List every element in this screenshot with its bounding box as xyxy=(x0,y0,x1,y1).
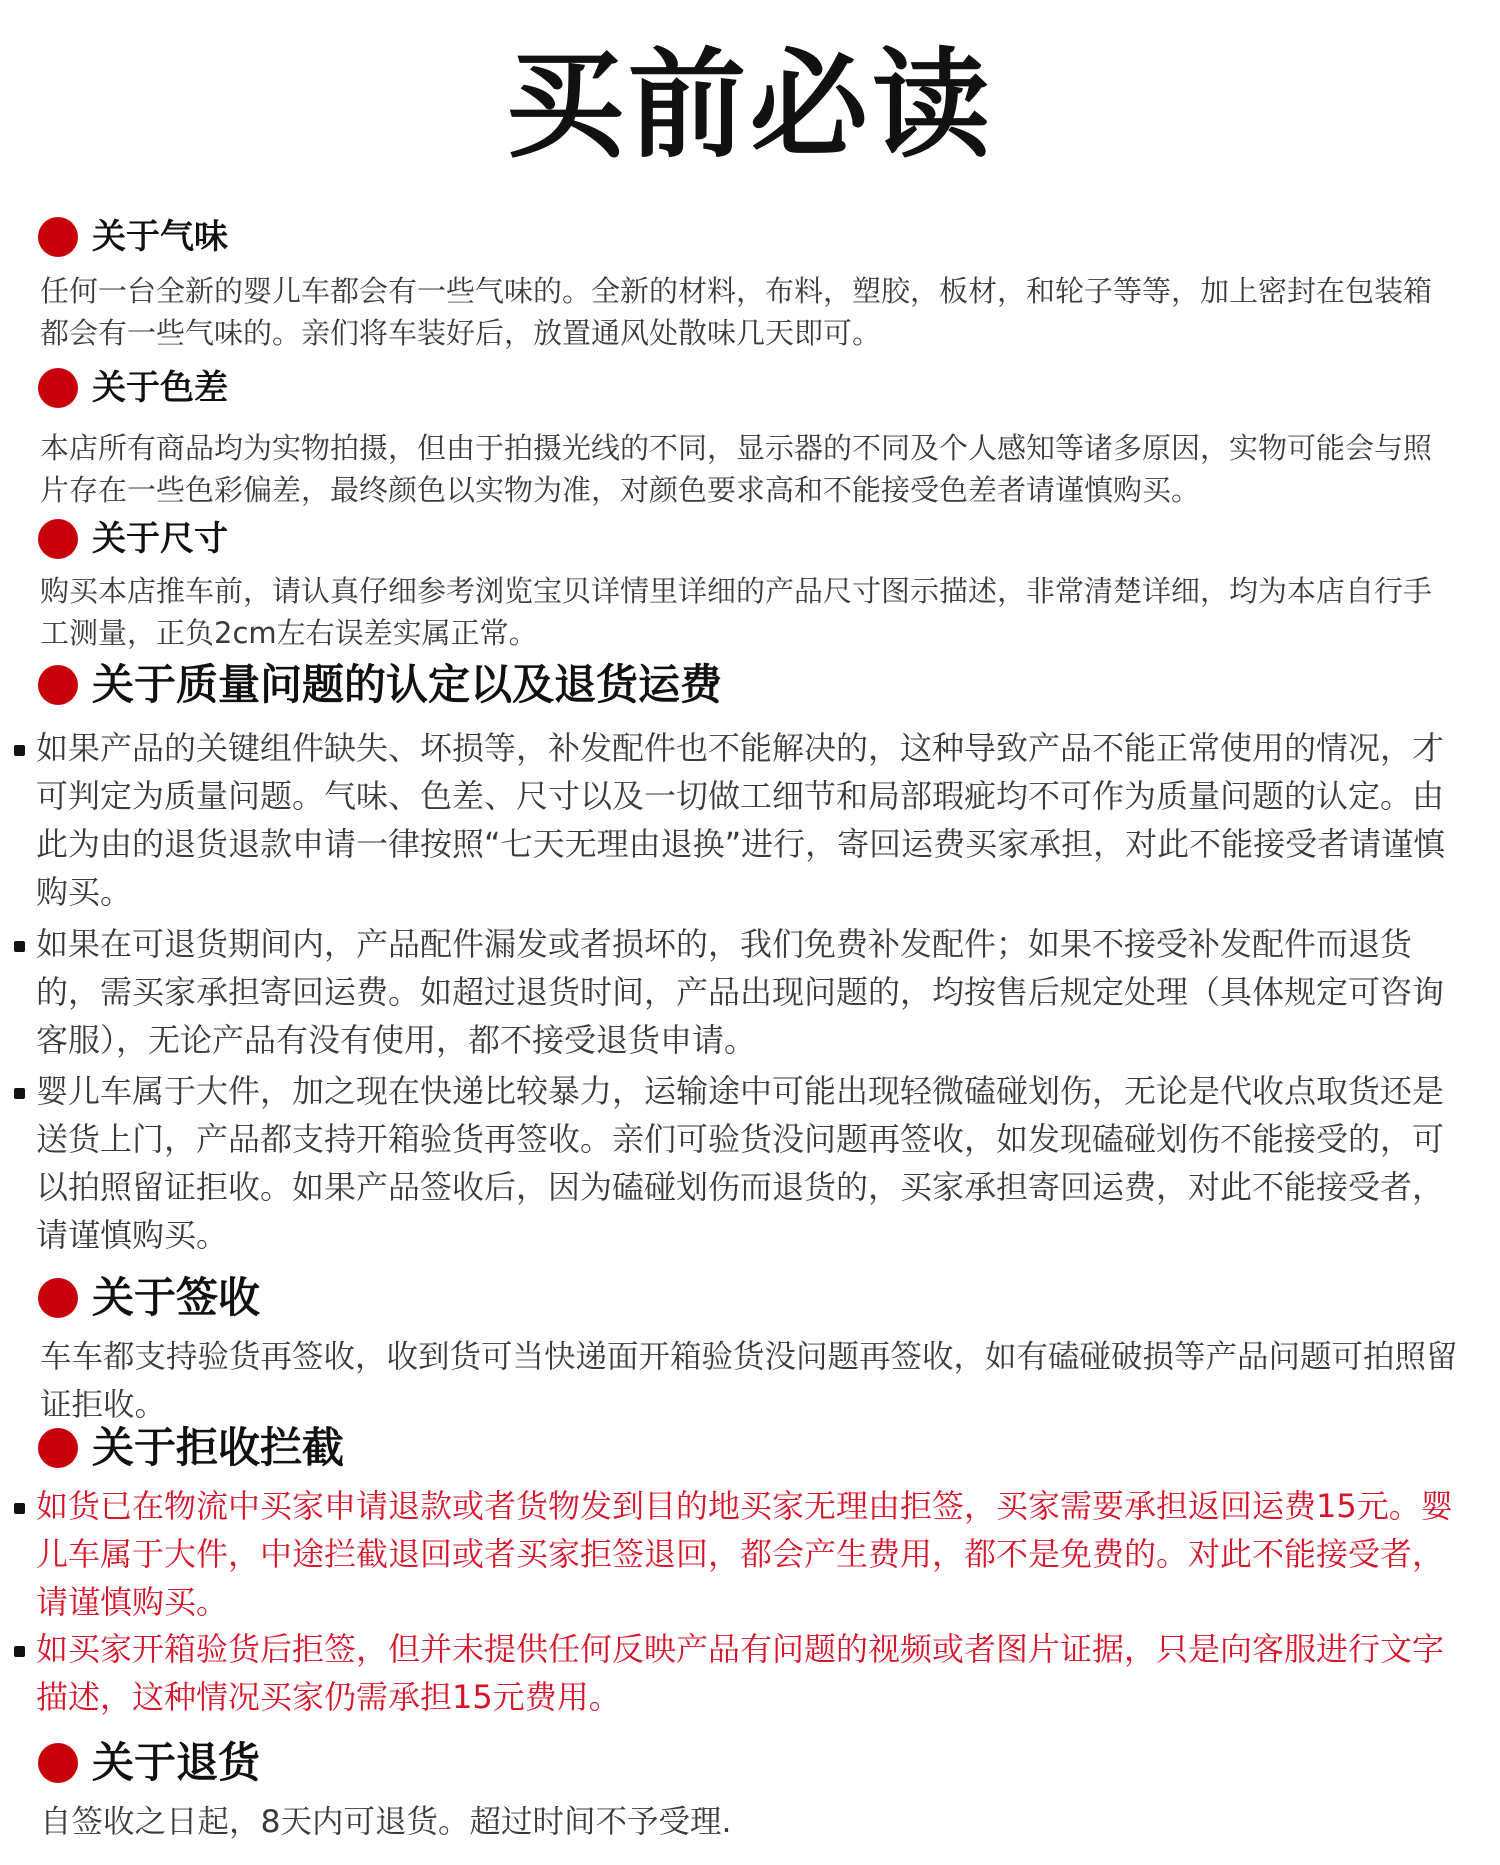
square-bullet-icon xyxy=(14,1646,25,1657)
red-dot-icon xyxy=(38,368,78,408)
section-header-quality xyxy=(38,662,722,708)
red-dot-icon xyxy=(38,519,78,559)
section-header-size xyxy=(38,516,228,562)
quality-item-text: 如果产品的关键组件缺失、坏损等，补发配件也不能解决的，这种导致产品不能正常使用的情况，才可判定为质量问题。气味、色差、尺寸以及一切做工细节和局部瑕疵均不可作为质量问题的认定。由此为由的退货退款申请一律按照“七天无理由退换”进行，寄回运费买家承担，对此不能接受者请谨慎购买。 xyxy=(36,729,1446,911)
reject-item-text: 如买家开箱验货后拒签，但并未提供任何反映产品有问题的视频或者图片证据，只是向客服进行文字描述，这种情况买家仍需承担15元费用。 xyxy=(36,1630,1445,1716)
list-item xyxy=(14,920,1474,1064)
red-dot-icon xyxy=(38,1428,78,1468)
section-body-smell: 任何一台全新的婴儿车都会有一些气味的。全新的材料，布料，塑胶，板材，和轮子等等，加上密封在包装箱都会有一些气味的。亲们将车装好后，放置通风处散味几天即可。 xyxy=(40,274,1433,350)
section-title-returns: 关于退货 xyxy=(92,1738,261,1787)
red-dot-icon xyxy=(38,665,78,705)
list-item xyxy=(14,724,1474,916)
section-header-color xyxy=(38,365,228,411)
section-title-quality: 关于质量问题的认定以及退货运费 xyxy=(92,660,723,709)
section-body-color: 本店所有商品均为实物拍摄，但由于拍摄光线的不同，显示器的不同及个人感知等诸多原因，实物可能会与照片存在一些色彩偏差，最终颜色以实物为准，对颜色要求高和不能接受色差者请谨慎购买。 xyxy=(40,431,1433,507)
section-body-signing: 车车都支持验货再签收，收到货可当快递面开箱验货没问题再签收，如有磕碰破损等产品问题可拍照留证拒收。 xyxy=(40,1339,1458,1423)
square-bullet-icon xyxy=(14,941,25,952)
reject-item-text: 如货已在物流中买家申请退款或者货物发到目的地买家无理由拒签，买家需要承担返回运费15元。婴儿车属于大件，中途拦截退回或者买家拒签退回，都会产生费用，都不是免费的。对此不能接受者，请谨慎购买。 xyxy=(36,1487,1453,1621)
section-header-reject xyxy=(38,1425,344,1471)
red-dot-icon xyxy=(38,1278,78,1318)
square-bullet-icon xyxy=(14,1088,25,1099)
section-title-reject: 关于拒收拦截 xyxy=(92,1423,345,1472)
red-dot-icon xyxy=(38,1743,78,1783)
section-title-color: 关于色差 xyxy=(92,368,228,408)
section-body-returns: 自签收之日起，8天内可退货。超过时间不予受理. xyxy=(40,1804,732,1840)
section-title-smell: 关于气味 xyxy=(92,217,228,257)
quality-item-text: 如果在可退货期间内，产品配件漏发或者损坏的，我们免费补发配件；如果不接受补发配件而退货的，需买家承担寄回运费。如超过退货时间，产品出现问题的，均按售后规定处理（具体规定可咨询客服），无论产品有没有使用，都不接受退货申请。 xyxy=(36,925,1445,1059)
list-item xyxy=(14,1625,1474,1721)
page-title: 买前必读 xyxy=(505,36,994,174)
square-bullet-icon xyxy=(14,745,25,756)
square-bullet-icon xyxy=(14,1503,25,1514)
section-title-signing: 关于签收 xyxy=(92,1273,261,1322)
red-dot-icon xyxy=(38,217,78,257)
list-item xyxy=(14,1067,1474,1259)
section-header-smell xyxy=(38,214,228,260)
section-title-size: 关于尺寸 xyxy=(92,519,228,559)
section-header-signing xyxy=(38,1275,260,1321)
quality-item-text: 婴儿车属于大件，加之现在快递比较暴力，运输途中可能出现轻微磕碰划伤，无论是代收点取货还是送货上门，产品都支持开箱验货再签收。亲们可验货没问题再签收，如发现磕碰划伤不能接受的，可以拍照留证拒收。如果产品签收后，因为磕碰划伤而退货的，买家承担寄回运费，对此不能接受者，请谨慎购买。 xyxy=(36,1072,1445,1254)
section-header-returns xyxy=(38,1740,260,1786)
list-item xyxy=(14,1482,1474,1626)
section-body-size: 购买本店推车前，请认真仔细参考浏览宝贝详情里详细的产品尺寸图示描述，非常清楚详细，均为本店自行手工测量，正负2cm左右误差实属正常。 xyxy=(40,574,1433,650)
